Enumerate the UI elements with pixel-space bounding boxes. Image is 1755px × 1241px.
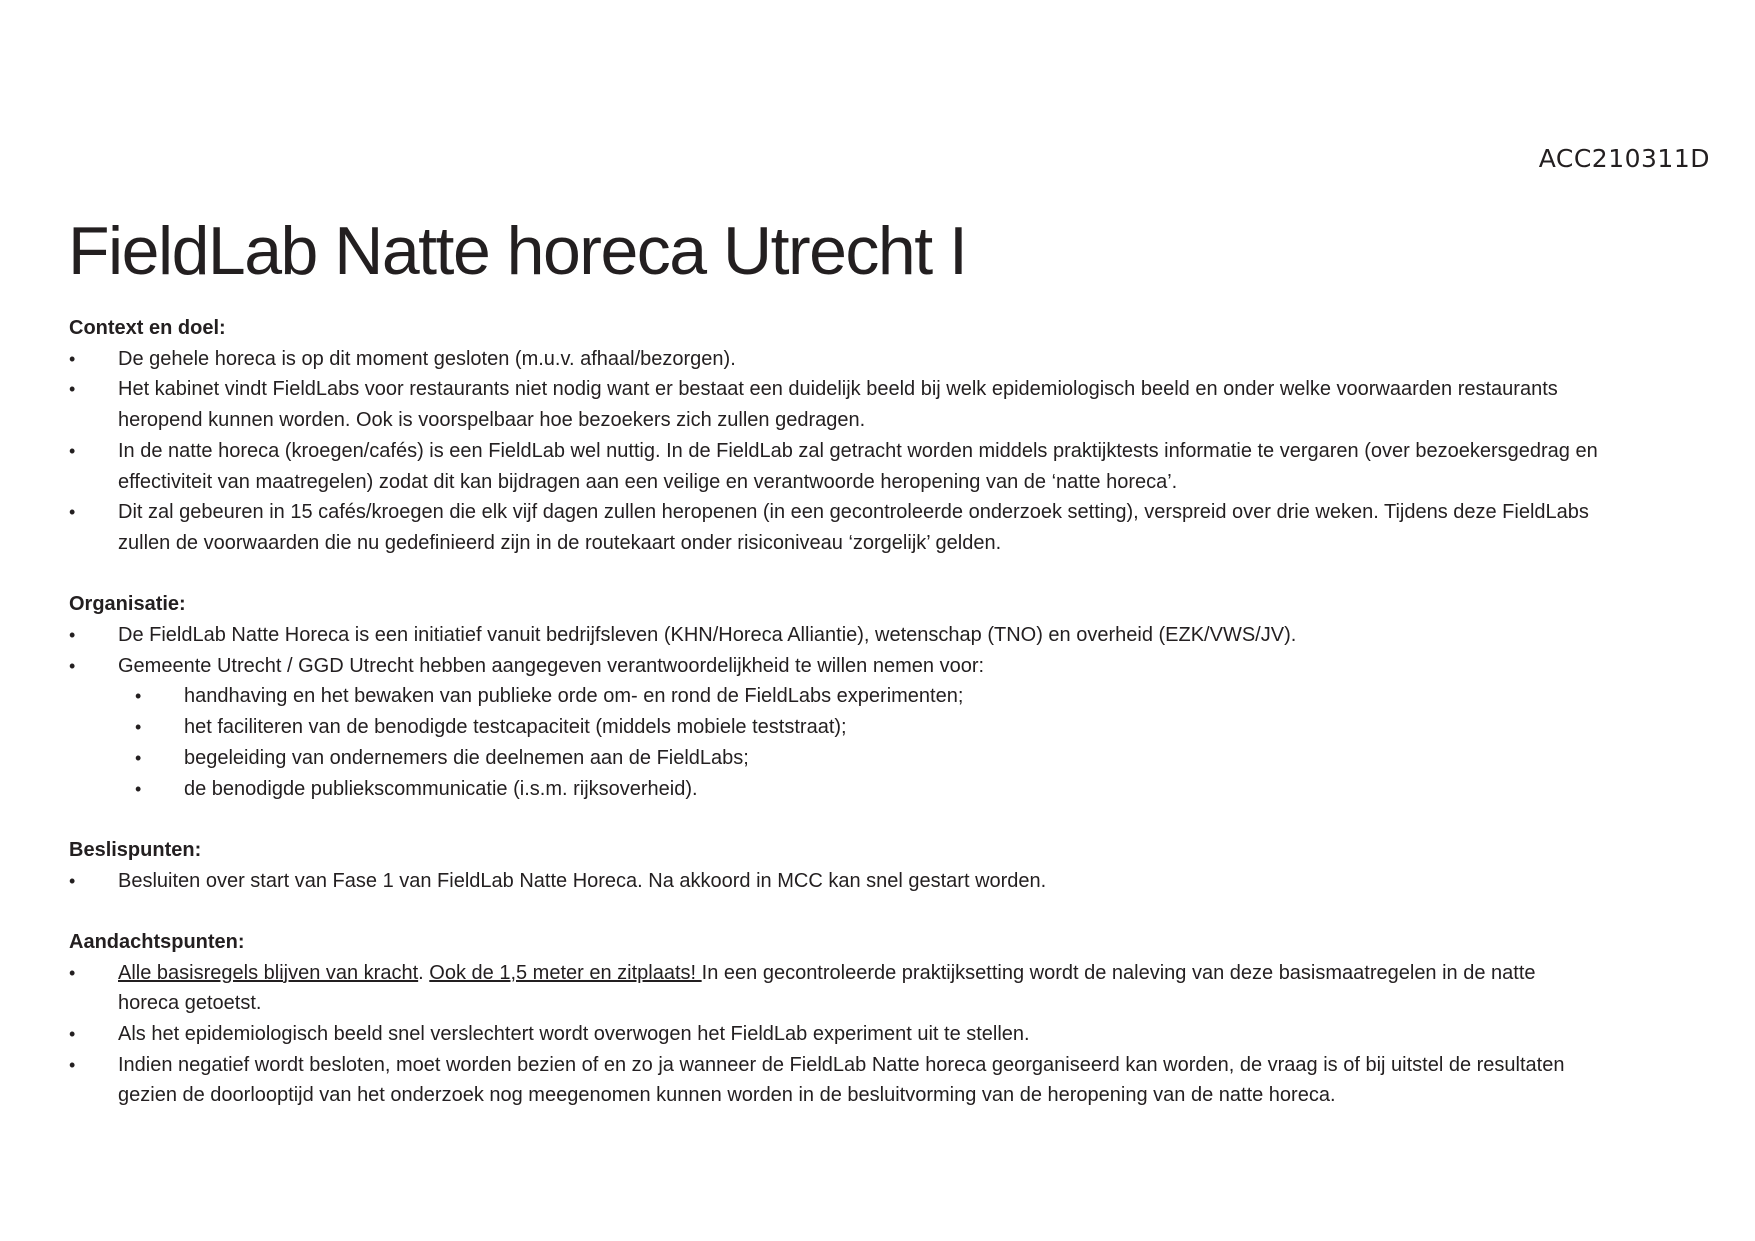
list-item-line: [184, 774, 1749, 805]
list-item: [69, 1019, 1749, 1050]
text-segment: In een gecontroleerde praktijksetting wordt de naleving van deze basismaatregelen in de natte: [701, 961, 1536, 984]
document-id: ACC210311D: [1538, 144, 1710, 173]
list-item-line: [184, 743, 1749, 774]
section: [69, 313, 1749, 559]
section-heading: Aandachtspunten:: [69, 930, 245, 953]
underlined-text: Ook de 1,5 meter en zitplaats!: [429, 961, 702, 984]
bullet-icon: •: [69, 870, 76, 891]
text-segment: handhaving en het bewaken van publieke orde om- en rond de FieldLabs experimenten;: [184, 685, 964, 708]
bullet-icon: •: [69, 502, 76, 523]
text-segment: Dit zal gebeuren in 15 cafés/kroegen die elk vijf dagen zullen heropenen (in een gecontroleerde onderzoek setting), verspreid over drie weken. Tijdens deze FieldLabs: [118, 501, 1589, 524]
underlined-text: Alle basisregels blijven van kracht: [118, 961, 419, 984]
bullet-icon: •: [69, 348, 76, 369]
list-item-line: [118, 405, 1749, 436]
text-segment: Als het epidemiologisch beeld snel verslechtert wordt overwogen het FieldLab experiment uit te stellen.: [118, 1023, 1030, 1046]
list-item: [69, 774, 1749, 805]
list-item: [69, 958, 1749, 1019]
list-item-line: [118, 436, 1749, 467]
section-heading: Organisatie:: [69, 593, 186, 616]
list-item: [69, 866, 1749, 897]
list-item-line: [118, 374, 1749, 405]
text-segment: gezien de doorlooptijd van het onderzoek nog meegenomen kunnen worden in de besluitvorming van de heropening van de natte horeca.: [118, 1084, 1336, 1107]
bullet-icon: •: [135, 717, 142, 738]
list-item-line: [118, 620, 1749, 651]
text-segment: De gehele horeca is op dit moment gesloten (m.u.v. afhaal/bezorgen).: [118, 347, 736, 370]
list-item-line: [118, 1019, 1749, 1050]
text-segment: De FieldLab Natte Horeca is een initiatief vanuit bedrijfsleven (KHN/Horeca Alliantie), wetenschap (TNO) en overheid (EZK/VWS/JV).: [118, 623, 1297, 646]
text-segment: heropend kunnen worden. Ook is voorspelbaar hoe bezoekers zich zullen gedragen.: [118, 409, 866, 432]
bullet-icon: •: [135, 747, 142, 768]
list-item: [69, 651, 1749, 682]
text-segment: .: [418, 961, 430, 984]
bullet-icon: •: [69, 624, 76, 645]
section: [69, 835, 1749, 896]
section-heading: Beslispunten:: [69, 838, 202, 861]
bullet-icon: •: [69, 1054, 76, 1075]
text-segment: Het kabinet vindt FieldLabs voor restaurants niet nodig want er bestaat een duidelijk beeld bij welk epidemiologisch beeld en onder welke voorwaarden restaurants: [118, 378, 1558, 401]
list-item: [69, 681, 1749, 712]
text-segment: horeca getoetst.: [118, 992, 262, 1015]
text-segment: zullen de voorwaarden die nu gedefinieerd zijn in de routekaart onder risiconiveau ‘zorgelijk’ gelden.: [118, 531, 1002, 554]
list-item-line: [118, 497, 1749, 528]
text-segment: Gemeente Utrecht / GGD Utrecht hebben aangegeven verantwoordelijkheid te willen nemen voor:: [118, 654, 985, 677]
list-item-line: [118, 1080, 1749, 1111]
list-item-line: [118, 866, 1749, 897]
bullet-icon: •: [135, 686, 142, 707]
list-item-line: [118, 988, 1749, 1019]
list-item: [69, 344, 1749, 375]
text-segment: begeleiding van ondernemers die deelnemen aan de FieldLabs;: [184, 746, 749, 769]
list-item-line: [184, 681, 1749, 712]
list-item-line: [118, 344, 1749, 375]
text-segment: effectiviteit van maatregelen) zodat dit kan bijdragen aan een veilige en verantwoorde heropening van de ‘natte horeca’.: [118, 470, 1178, 493]
section: [69, 927, 1749, 1111]
page-title: FieldLab Natte horeca Utrecht I: [68, 213, 967, 289]
list-item-line: [118, 467, 1749, 498]
bullet-icon: •: [69, 1024, 76, 1045]
document-body: [69, 313, 1749, 1142]
bullet-icon: •: [135, 778, 142, 799]
list-item: [69, 712, 1749, 743]
text-segment: het faciliteren van de benodigde testcapaciteit (middels mobiele teststraat);: [184, 716, 847, 739]
bullet-icon: •: [69, 440, 76, 461]
list-item-line: [118, 651, 1749, 682]
list-item-line: [118, 1050, 1749, 1081]
text-segment: Indien negatief wordt besloten, moet worden bezien of en zo ja wanneer de FieldLab Natte horeca georganiseerd kan worden, de vraag is of bij uitstel de resultaten: [118, 1053, 1565, 1076]
bullet-icon: •: [69, 379, 76, 400]
list-item: [69, 497, 1749, 558]
bullet-icon: •: [69, 962, 76, 983]
text-segment: Besluiten over start van Fase 1 van FieldLab Natte Horeca. Na akkoord in MCC kan snel gestart worden.: [118, 869, 1047, 892]
section: [69, 589, 1749, 804]
list-item-line: [184, 712, 1749, 743]
text-segment: In de natte horeca (kroegen/cafés) is een FieldLab wel nuttig. In de FieldLab zal getracht worden middels praktijktests informatie te vergaren (over bezoekersgedrag en: [118, 439, 1598, 462]
section-heading: Context en doel:: [69, 317, 226, 339]
list-item: [69, 743, 1749, 774]
text-segment: de benodigde publiekscommunicatie (i.s.m. rijksoverheid).: [184, 777, 698, 800]
list-item: [69, 436, 1749, 497]
bullet-icon: •: [69, 655, 76, 676]
list-item-line: [118, 958, 1749, 989]
list-item: [69, 620, 1749, 651]
list-item-line: [118, 528, 1749, 559]
list-item: [69, 374, 1749, 435]
list-item: [69, 1050, 1749, 1111]
